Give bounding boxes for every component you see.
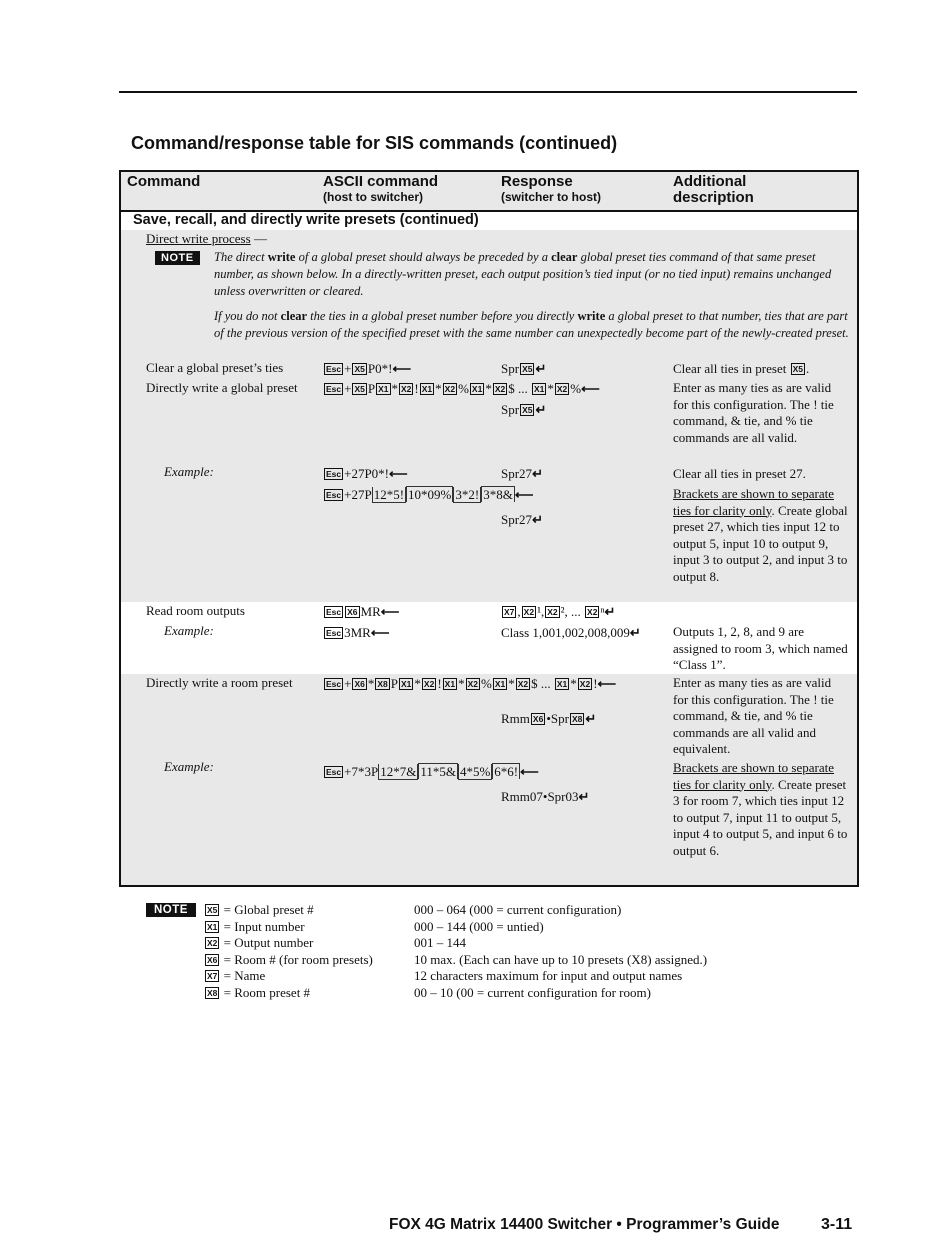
note2-d: write: [577, 309, 606, 323]
note1-a: The direct: [214, 250, 268, 264]
legend-value: 000 – 144 (000 = untied): [414, 918, 544, 934]
clear-preset-response: Spr X5 ↵: [501, 361, 547, 376]
left-arrow-icon: ⟵: [520, 764, 539, 779]
header-additional-1: Additional: [673, 173, 747, 190]
enter-arrow-icon: ↵: [532, 466, 543, 481]
room-preset-command: Directly write a room preset: [146, 675, 293, 690]
example-label-3: Example:: [164, 759, 214, 774]
room-outputs-response: X7 , X2 ¹, X2 ², ... X2 ⁿ↵: [504, 604, 616, 619]
note-paragraph-2: [214, 308, 850, 342]
enter-arrow-icon: ↵: [535, 402, 547, 417]
legend-name: = Room preset #: [223, 984, 311, 1000]
legend-name: = Room # (for room presets): [223, 951, 373, 967]
enter-arrow-icon: ↵: [629, 625, 641, 640]
left-arrow-icon: ⟵: [514, 487, 534, 502]
legend-key-row: [204, 919, 305, 935]
legend-key: X5: [207, 905, 218, 915]
note2-e: a global preset to that number, ties that are part of the previous version of the specified preset with the same number can unexpectedly become part of the newly-created preset.: [214, 309, 849, 340]
direct-write-title: Direct write process: [146, 231, 251, 246]
room-preset-example-response: [501, 789, 589, 806]
room-outputs-command: Read room outputs: [146, 603, 245, 618]
rp-ex-desc-rest: . Create preset 3 for room 7, which ties input 12 to output 7, input 11 to output 5, input 4 to output 5, and input 6 to output 6.: [673, 776, 848, 858]
header-response: [501, 174, 601, 204]
legend-key: X6: [207, 954, 218, 965]
legend-value: 10 max. (Each can have up to 10 presets (X8) assigned.): [414, 951, 708, 967]
legend-value: 001 – 144: [414, 935, 466, 950]
clear-preset-command: Clear a global preset’s ties: [146, 360, 284, 375]
ex1-resp-text: Spr27: [501, 466, 533, 481]
ex2-desc-rest: . Create global preset 27, which ties input 12 to output 5, input 10 to output 9, input 3 to output 2, and input 3 to output 8.: [673, 502, 848, 584]
example-2-desc: [673, 486, 849, 585]
ex1-cmd-text: +27P0*!: [344, 466, 390, 481]
write-preset-response: Spr X5 ↵: [501, 402, 547, 417]
legend-key: X2: [207, 938, 218, 948]
table-header: [121, 172, 857, 212]
note1-c: of a global preset should always be preceded by a: [295, 250, 552, 264]
note2-a: If you do not: [214, 309, 281, 323]
legend-key-row: [204, 968, 265, 984]
room-ex-cmd-text: 3MR: [344, 625, 371, 640]
example-1-ascii: Esc +27P0*!⟵: [326, 466, 408, 481]
room-example-response: [501, 625, 641, 642]
note1-b: write: [267, 250, 296, 264]
enter-arrow-icon: ↵: [585, 711, 597, 726]
room-preset-response: Rmm X6 •Spr X8 ↵: [501, 711, 597, 726]
legend-value: 12 characters maximum for input and output names: [414, 968, 683, 983]
page-number: 3-11: [821, 1216, 853, 1233]
room-example-ascii: Esc 3MR⟵: [326, 625, 390, 640]
command-table: [119, 170, 859, 887]
write-preset-command: Directly write a global preset: [146, 380, 298, 395]
room-preset-example-desc: [673, 760, 849, 859]
legend-value: 000 – 064 (000 = current configuration): [414, 902, 622, 917]
left-arrow-icon: ⟵: [392, 361, 412, 376]
page-title: Command/response table for SIS commands (continued): [131, 133, 618, 153]
example-2-response: [501, 512, 543, 529]
header-ascii: [323, 174, 438, 204]
ex2-desc-underlined: Brackets are shown to separate ties for clarity only: [673, 486, 834, 518]
section-band: [121, 212, 857, 230]
enter-arrow-icon: ↵: [535, 361, 547, 376]
rp-ex-desc-underlined: Brackets are shown to separate ties for clarity only: [673, 760, 834, 792]
note-paragraph-1: [214, 249, 850, 300]
legend-key: X7: [207, 971, 218, 981]
legend-name: = Name: [223, 968, 266, 983]
legend-key-row: [204, 985, 310, 1001]
legend-note-badge: NOTE: [146, 903, 196, 917]
legend-name: = Global preset #: [223, 902, 314, 917]
room-preset-desc: Enter as many ties as are valid for this configuration. The ! tie command, & tie, and % tie commands are all valid and equivalent.: [673, 675, 834, 756]
section-title: Save, recall, and directly write presets (continued): [133, 212, 479, 228]
example-label-1: Example:: [164, 464, 214, 479]
direct-write-heading: [146, 231, 267, 248]
header-ascii-sub: (host to switcher): [323, 190, 424, 204]
left-arrow-icon: ⟵: [380, 604, 400, 619]
note1-d: clear: [551, 250, 578, 264]
legend-value: 00 – 10 (00 = current configuration for room): [414, 984, 651, 1000]
legend-key-row: [204, 952, 373, 968]
left-arrow-icon: ⟵: [581, 381, 600, 396]
example-2-ascii: Esc +27P 12*5! 10*09% 3*2! 3*8& ⟵: [326, 487, 534, 502]
room-ex-resp-text: Class 1,001,002,008,009: [501, 625, 630, 640]
top-rule: [119, 91, 857, 93]
header-ascii-label: ASCII command: [323, 173, 439, 190]
example-1-response: [501, 466, 543, 483]
left-arrow-icon: ⟵: [370, 625, 390, 640]
rp-resp-b: •Spr: [546, 711, 569, 726]
legend-key: X8: [207, 987, 218, 998]
header-additional-2: description: [673, 189, 754, 206]
clear-preset-ascii: Esc + X5 P0*!⟵: [326, 361, 412, 376]
legend-key-row: [204, 902, 314, 918]
clear-preset-desc: Clear all ties in preset X5 .: [673, 361, 810, 376]
enter-arrow-icon: ↵: [578, 789, 590, 804]
write-preset-desc: Enter as many ties as are valid for this configuration. The ! tie command, & tie, and % tie commands are all valid.: [673, 380, 834, 445]
enter-arrow-icon: ↵: [604, 604, 616, 619]
header-additional: [673, 174, 754, 206]
clear-desc-text: Clear all ties in preset: [673, 361, 787, 376]
left-arrow-icon: ⟵: [597, 676, 617, 691]
room-outputs-ascii: Esc X6 MR⟵: [326, 604, 400, 619]
example-1-desc: Clear all ties in preset 27.: [673, 466, 806, 481]
example-label-2: Example:: [164, 623, 214, 638]
note2-b: clear: [280, 309, 308, 323]
note2-c: the ties in a global preset number before you directly: [307, 309, 578, 323]
legend-name: = Input number: [223, 918, 305, 934]
enter-arrow-icon: ↵: [532, 512, 543, 527]
room-example-desc: Outputs 1, 2, 8, and 9 are assigned to room 3, which named “Class 1”.: [673, 624, 848, 672]
room-preset-ascii: Esc + X6 * X8 P X1 * X2 ! X1 * X2 % X1 * X2 $ ... X1 * X2 !⟵: [326, 676, 617, 691]
legend-key: X1: [207, 921, 218, 932]
header-command: Command: [127, 173, 201, 190]
ex2-resp-text: Spr27: [501, 512, 533, 527]
rp-ex-resp-text: Rmm07•Spr03: [501, 789, 579, 804]
rp-resp-a: Rmm: [501, 711, 530, 726]
header-response-sub: (switcher to host): [501, 190, 602, 204]
left-arrow-icon: ⟵: [389, 466, 408, 481]
legend-name: = Output number: [223, 935, 314, 950]
direct-write-dash: —: [250, 231, 267, 246]
room-preset-example-ascii: Esc +7*3P 12*7& 11*5& 4*5% 6*6! ⟵: [326, 764, 539, 779]
note1-e: global preset ties command of that same preset number, as shown below. In a directly-written preset, each output position’s tied input (or no tied input) remains unchanged unless overwritten or cleared.: [214, 250, 832, 298]
note-badge: NOTE: [155, 251, 200, 265]
legend-key-row: [204, 935, 313, 951]
footer-title: FOX 4G Matrix 14400 Switcher • Programmer’s Guide: [389, 1216, 780, 1233]
write-preset-ascii: Esc + X5 P X1 * X2 ! X1 * X2 % X1 * X2 $ ... X1 * X2 %⟵: [326, 381, 600, 396]
header-response-label: Response: [501, 173, 573, 190]
